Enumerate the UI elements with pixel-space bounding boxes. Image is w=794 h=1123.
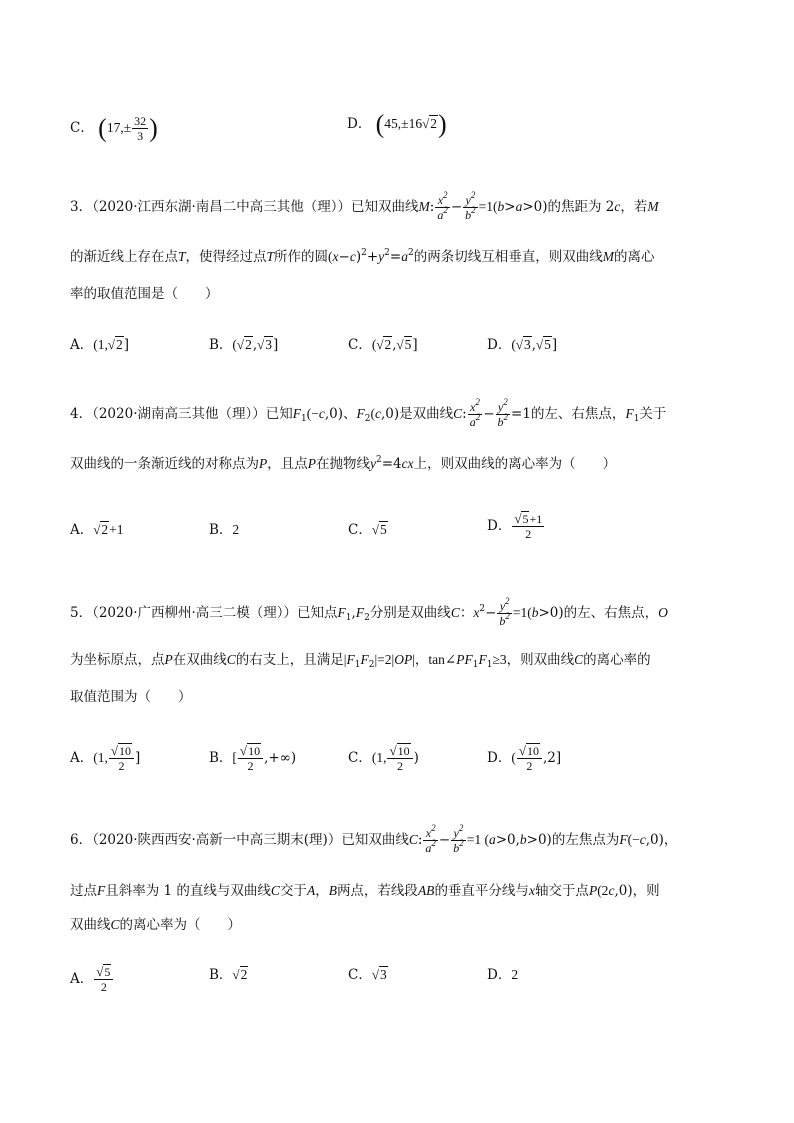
text: 两点，若线段 <box>336 883 418 899</box>
text: 的渐近线上存在点 <box>70 249 178 265</box>
text: 已知双曲线 <box>341 832 409 848</box>
option-label: A． <box>70 750 94 766</box>
option-value: 2 <box>511 967 519 982</box>
text: 的焦距为 <box>547 199 602 215</box>
q3-line-1: 3．（2020·江西东湖·南昌二中高三其他（理））已知双曲线M: $\frac{x^2}{a^2}$ − $\frac{y^2}{b^2}$ =1(b>a>0)的焦距为 2c，若M <box>70 190 659 222</box>
text: 的左、右焦点， <box>563 605 659 621</box>
text: 率的取值范围是（ ） <box>70 286 219 302</box>
option-label: D． <box>487 337 512 353</box>
q4-line-2: 双曲线的一条渐近线的对称点为P，且点P在抛物线$y^2=4cx$上，则双曲线的离心率为（ ） <box>70 455 617 472</box>
prev-option-c: C． (17,± $\frac{32}{3}$ ) <box>70 113 158 143</box>
option-label: B． <box>209 750 233 766</box>
q5-option-b: B．[ $\frac{√10}{2}$ ,+∞) <box>209 743 297 773</box>
option-label: A． <box>70 337 94 353</box>
q3-option-b: B．(√2,√3] <box>209 337 279 353</box>
option-value: 2 <box>232 522 240 537</box>
text: 上，则双曲线的离心率为（ ） <box>413 456 617 472</box>
text: 所作的圆 <box>274 249 329 265</box>
text: 是双曲线 <box>399 406 454 422</box>
q3-option-d: D．(√3,√5] <box>487 337 558 353</box>
option-label: B． <box>209 337 233 353</box>
text: ， <box>663 832 678 848</box>
q6-line-3: 双曲线C的离心率为（ ） <box>70 917 242 933</box>
text: 已知双曲线 <box>351 199 419 215</box>
q6-option-a: A． $\frac{√5}{2}$ <box>70 965 114 994</box>
text: 分别是双曲线 <box>369 605 451 621</box>
question-source: （2020·江西东湖·南昌二中高三其他（理）） <box>92 199 352 215</box>
q3-line-3 <box>70 284 219 304</box>
text: 且斜率为 1 的直线与双曲线 <box>105 883 271 899</box>
question-number: 4． <box>70 406 93 422</box>
prev-option-d: D． (45,±16√2) <box>347 109 447 139</box>
text: 已知 <box>265 406 293 422</box>
text: 的两条切线互相垂直，则双曲线 <box>413 249 603 265</box>
option-label: C． <box>70 120 94 136</box>
text: 在双曲线 <box>172 652 227 668</box>
q6-option-d <box>487 965 518 985</box>
text: 轴交于点 <box>534 883 589 899</box>
text: ，使得经过点 <box>185 249 267 265</box>
q4-option-a: A．√2+1 <box>70 522 124 538</box>
q5-option-a: A．(1, $\frac{√10}{2}$ ] <box>70 743 141 773</box>
q3-line-2: 的渐近线上存在点T，使得经过点T所作的圆$(x-c)^2+y^2=a^2$的两条切线互相垂直，则双曲线M的离心 <box>70 248 655 265</box>
q3-option-c: C．(√2,√5] <box>348 337 418 353</box>
q6-line-1: 6．（2020·陕西西安·高新一中高三期末(理)）已知双曲线C: $\frac{x^2}{a^2}$ − $\frac{y^2}{b^2}$ =1 (a>0,b>0)的左焦点为F(−c,0)， <box>70 823 678 855</box>
option-label: C． <box>348 967 372 983</box>
text: 取值范围为（ ） <box>70 689 192 705</box>
text: 关于 <box>639 406 667 422</box>
text: 双曲线 <box>70 917 111 933</box>
text: 的左、右焦点， <box>530 406 626 422</box>
option-label: D． <box>347 116 372 132</box>
text: ，且点 <box>267 456 308 472</box>
text: 、 <box>343 406 357 422</box>
text: ，则 <box>632 883 660 899</box>
q5-line-1: 5．（2020·广西柳州·高三二模（理））已知点$F_1,F_2$分别是双曲线C：$x^2-$ $\frac{y^2}{b^2}$ =1(b>0)的左、右焦点，O <box>70 596 668 628</box>
q5-option-d: D．( $\frac{√10}{2}$ ,2] <box>487 743 562 773</box>
q5-line-2: 为坐标原点，点P在双曲线C的右支上，且满足$|F_1F_2|=2|OP|$，$\tan\angle PF_1F_1\ge 3$，则双曲线C的离心率的 <box>70 652 651 670</box>
q4-option-b <box>209 520 239 540</box>
option-label: C． <box>348 522 372 538</box>
q6-line-2: 过点F且斜率为 1 的直线与双曲线C交于A，B两点，若线段AB的垂直平分线与x轴交于点P(2c,0)，则 <box>70 883 660 899</box>
option-label: B． <box>209 522 233 538</box>
option-label: D． <box>487 518 512 534</box>
text: 的离心率的 <box>583 652 651 668</box>
q6-option-c: C．√3 <box>348 967 387 983</box>
option-label: D． <box>487 967 512 983</box>
question-number: 5． <box>70 605 93 621</box>
text: 的右支上，且满足 <box>235 652 344 668</box>
text: 的离心率为（ ） <box>119 917 242 933</box>
text: ， <box>414 652 429 668</box>
q6-option-b: B．√2 <box>209 967 248 983</box>
question-source: （2020·广西柳州·高三二模（理）） <box>92 605 298 621</box>
text: 的垂直平分线与 <box>434 883 529 899</box>
text: ，则双曲线 <box>506 652 575 668</box>
option-label: C． <box>348 337 372 353</box>
option-label: B． <box>209 967 233 983</box>
option-label: C． <box>348 750 372 766</box>
text: 双曲线的一条渐近线的对称点为 <box>70 456 259 472</box>
q4-line-1: 4．（2020·湖南高三其他（理））已知$F_1(-c,0)$、$F_2(c,0)$是双曲线C: $\frac{x^2}{a^2}$ − $\frac{y^2}{b^2}$ =1的左、右焦点，$F_1$关于 <box>70 397 667 429</box>
q4-option-c: C．√5 <box>348 522 387 538</box>
question-source: （2020·陕西西安·高新一中高三期末(理)） <box>92 832 342 848</box>
q5-option-c: C．(1, $\frac{√10}{2}$ ) <box>348 743 419 773</box>
text: 过点 <box>70 883 97 899</box>
text: ，若 <box>620 199 648 215</box>
text: 的离心 <box>613 249 655 265</box>
option-label: A． <box>70 522 94 538</box>
text: ： <box>459 605 474 621</box>
text: ， <box>315 883 329 899</box>
q5-line-3 <box>70 687 192 707</box>
text: 在抛物线 <box>316 456 370 472</box>
text: 为坐标原点，点 <box>70 652 165 668</box>
question-number: 3． <box>70 199 93 215</box>
option-label: A． <box>70 971 94 987</box>
text: 的左焦点为 <box>551 832 620 848</box>
question-number: 6． <box>70 832 93 848</box>
q4-option-d: D． $\frac{√5+1}{2}$ <box>487 511 543 541</box>
option-label: D． <box>487 750 512 766</box>
text: 已知点 <box>297 605 338 621</box>
question-source: （2020·湖南高三其他（理）） <box>92 406 266 422</box>
q3-option-a: A．(1,√2] <box>70 337 130 353</box>
text: 交于 <box>279 883 307 899</box>
